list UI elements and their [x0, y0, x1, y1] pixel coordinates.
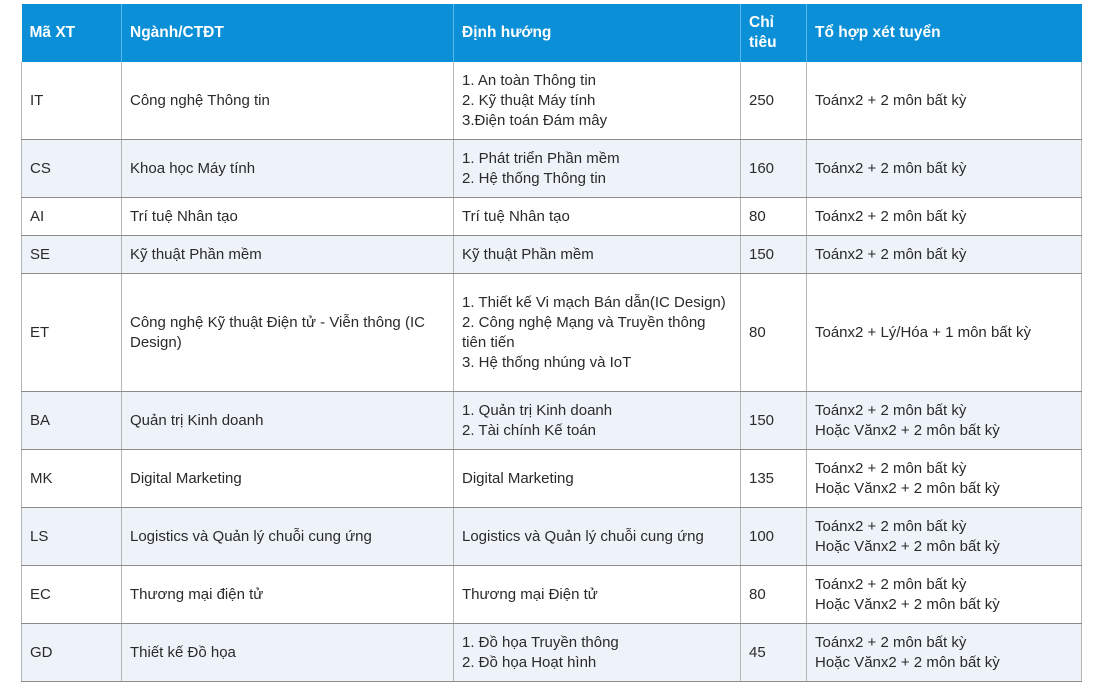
- header-orientation: Định hướng: [454, 4, 741, 62]
- cell-program: Khoa học Máy tính: [122, 140, 454, 198]
- cell-code: SE: [22, 236, 122, 274]
- admission-table-container: [21, 4, 1081, 682]
- combination-line: Toánx2 + 2 môn bất kỳ: [815, 401, 967, 419]
- cell-quota: 150: [741, 236, 807, 274]
- combination-line: Hoặc Vănx2 + 2 môn bất kỳ: [815, 595, 1000, 613]
- cell-code: IT: [22, 62, 122, 140]
- cell-program: Trí tuệ Nhân tạo: [122, 198, 454, 236]
- orientation-line: 1. An toàn Thông tin: [462, 71, 596, 89]
- orientation-line: 2. Đồ họa Hoạt hình: [462, 653, 597, 671]
- orientation-line: Kỹ thuật Phần mềm: [462, 245, 594, 263]
- combination-line: Toánx2 + Lý/Hóa + 1 môn bất kỳ: [815, 323, 1031, 341]
- cell-combination: [807, 624, 1082, 682]
- cell-code: GD: [22, 624, 122, 682]
- table-row: [22, 450, 1082, 508]
- cell-program: Digital Marketing: [122, 450, 454, 508]
- cell-program: Công nghệ Kỹ thuật Điện tử - Viễn thông (IC Design): [122, 274, 454, 392]
- combination-line: Hoặc Vănx2 + 2 môn bất kỳ: [815, 653, 1000, 671]
- cell-quota: 100: [741, 508, 807, 566]
- combination-line: Toánx2 + 2 môn bất kỳ: [815, 459, 967, 477]
- header-quota-line2: tiêu: [749, 34, 777, 51]
- header-quota: [741, 4, 807, 62]
- cell-combination: [807, 392, 1082, 450]
- orientation-line: 2. Hệ thống Thông tin: [462, 169, 606, 187]
- cell-combination: [807, 198, 1082, 236]
- cell-program: Thiết kế Đồ họa: [122, 624, 454, 682]
- combination-line: Toánx2 + 2 môn bất kỳ: [815, 633, 967, 651]
- combination-line: Hoặc Vănx2 + 2 môn bất kỳ: [815, 421, 1000, 439]
- cell-combination: [807, 62, 1082, 140]
- table-row: [22, 392, 1082, 450]
- orientation-line: 1. Thiết kế Vi mạch Bán dẫn(IC Design): [462, 293, 726, 311]
- cell-combination: [807, 566, 1082, 624]
- cell-code: ET: [22, 274, 122, 392]
- admission-table: [21, 4, 1082, 682]
- cell-orientation: [454, 450, 741, 508]
- cell-orientation: [454, 566, 741, 624]
- table-row: [22, 274, 1082, 392]
- cell-orientation: [454, 236, 741, 274]
- cell-code: EC: [22, 566, 122, 624]
- cell-program: Kỹ thuật Phần mềm: [122, 236, 454, 274]
- table-row: [22, 236, 1082, 274]
- orientation-line: Thương mại Điện tử: [462, 585, 598, 603]
- combination-line: Toánx2 + 2 môn bất kỳ: [815, 517, 967, 535]
- cell-orientation: [454, 198, 741, 236]
- orientation-line: 1. Đồ họa Truyền thông: [462, 633, 619, 651]
- combination-line: Toánx2 + 2 môn bất kỳ: [815, 159, 967, 177]
- header-combination: Tổ hợp xét tuyển: [807, 4, 1082, 62]
- orientation-line: 2. Tài chính Kế toán: [462, 421, 596, 439]
- cell-code: CS: [22, 140, 122, 198]
- cell-combination: [807, 508, 1082, 566]
- orientation-line: 2. Công nghệ Mạng và Truyền thông tiên tiến: [462, 313, 706, 351]
- orientation-line: 1. Quản trị Kinh doanh: [462, 401, 613, 419]
- cell-combination: [807, 450, 1082, 508]
- cell-program: Quản trị Kinh doanh: [122, 392, 454, 450]
- cell-orientation: [454, 392, 741, 450]
- table-row: [22, 140, 1082, 198]
- cell-quota: 80: [741, 566, 807, 624]
- cell-combination: [807, 236, 1082, 274]
- combination-line: Toánx2 + 2 môn bất kỳ: [815, 245, 967, 263]
- table-header: [22, 4, 1082, 62]
- table-row: [22, 508, 1082, 566]
- cell-orientation: [454, 62, 741, 140]
- table-row: [22, 62, 1082, 140]
- header-quota-line1: Chỉ: [749, 14, 774, 31]
- table-row: [22, 566, 1082, 624]
- orientation-line: Logistics và Quản lý chuỗi cung ứng: [462, 527, 704, 545]
- header-program: Ngành/CTĐT: [122, 4, 454, 62]
- orientation-line: Digital Marketing: [462, 469, 574, 487]
- header-row: [22, 4, 1082, 62]
- cell-code: LS: [22, 508, 122, 566]
- cell-program: Công nghệ Thông tin: [122, 62, 454, 140]
- cell-combination: [807, 274, 1082, 392]
- combination-line: Hoặc Vănx2 + 2 môn bất kỳ: [815, 479, 1000, 497]
- combination-line: Toánx2 + 2 môn bất kỳ: [815, 91, 967, 109]
- cell-orientation: [454, 274, 741, 392]
- orientation-line: 3. Hệ thống nhúng và IoT: [462, 353, 632, 371]
- table-row: [22, 198, 1082, 236]
- cell-quota: 150: [741, 392, 807, 450]
- orientation-line: Trí tuệ Nhân tạo: [462, 207, 570, 225]
- orientation-line: 2. Kỹ thuật Máy tính: [462, 91, 596, 109]
- cell-quota: 80: [741, 274, 807, 392]
- cell-code: AI: [22, 198, 122, 236]
- orientation-line: 3.Điện toán Đám mây: [462, 111, 608, 129]
- cell-quota: 250: [741, 62, 807, 140]
- cell-program: Thương mại điện tử: [122, 566, 454, 624]
- table-body: [22, 62, 1082, 682]
- cell-orientation: [454, 624, 741, 682]
- header-code: Mã XT: [22, 4, 122, 62]
- cell-code: MK: [22, 450, 122, 508]
- cell-orientation: [454, 508, 741, 566]
- orientation-line: 1. Phát triển Phần mềm: [462, 149, 620, 167]
- combination-line: Toánx2 + 2 môn bất kỳ: [815, 575, 967, 593]
- cell-quota: 80: [741, 198, 807, 236]
- combination-line: Hoặc Vănx2 + 2 môn bất kỳ: [815, 537, 1000, 555]
- cell-program: Logistics và Quản lý chuỗi cung ứng: [122, 508, 454, 566]
- cell-quota: 160: [741, 140, 807, 198]
- cell-quota: 135: [741, 450, 807, 508]
- cell-combination: [807, 140, 1082, 198]
- combination-line: Toánx2 + 2 môn bất kỳ: [815, 207, 967, 225]
- table-row: [22, 624, 1082, 682]
- cell-orientation: [454, 140, 741, 198]
- cell-code: BA: [22, 392, 122, 450]
- cell-quota: 45: [741, 624, 807, 682]
